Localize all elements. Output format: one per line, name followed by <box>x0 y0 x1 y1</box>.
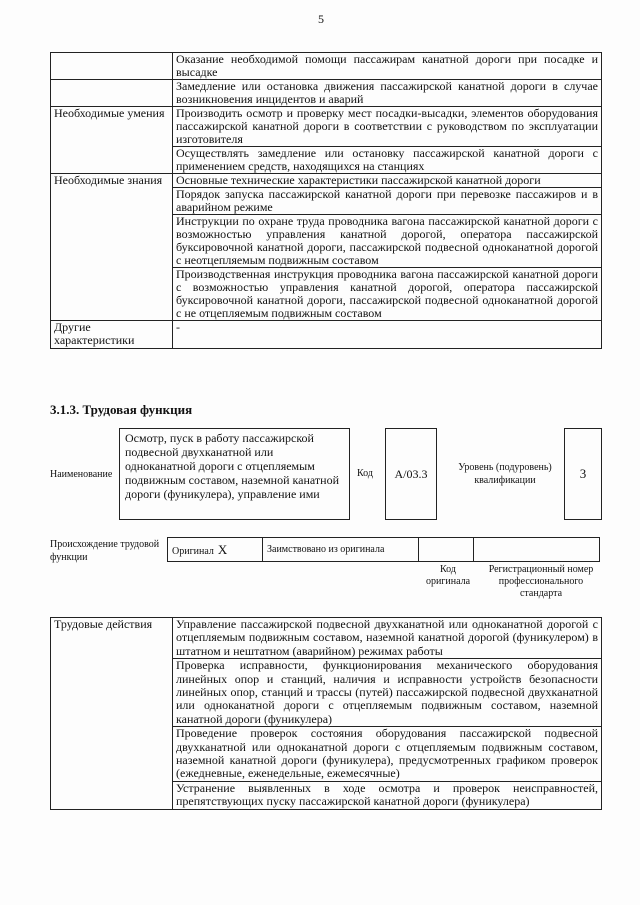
skills-label: Необходимые умения <box>51 107 173 174</box>
original-mark: X <box>217 541 228 557</box>
table-cell: Устранение выявленных в ходе осмотра и проверок неисправностей, препятствующих пуску пассажирской канатной дороги (фуникулера) <box>173 781 602 809</box>
code-original-caption: Код оригинала <box>425 564 471 587</box>
table-row <box>51 321 602 349</box>
origin-table <box>167 537 600 562</box>
table-cell: Проверка исправности, функционирования механического оборудования линейных опор и станций, наличия и исправности устройств безопасности линейных опор, станций и трассы (путей) пассажирской подвесной двухканатной или одноканатной дороги с отцепляемым подвижным составом, наземной канатной дороги (фуникулера) <box>173 659 602 727</box>
table-cell: Осуществлять замедление или остановку пассажирской канатной дороги с применением средств, находящихся на станциях <box>173 147 602 174</box>
table-cell: Проведение проверок состояния оборудования пассажирской подвесной двухканатной или одноканатной дороги с отцепляемым подвижным составом, наземной канатной дороги (фуникулера), предусмотренных графиком проверок (ежедневные, еженедельные, ежемесячные) <box>173 727 602 782</box>
empty-label-cell <box>51 53 173 80</box>
origin-label: Происхождение трудовой функции <box>50 539 160 563</box>
table-cell: Замедление или остановка движения пассажирской канатной дороги в случае возникновения инцидентов и аварий <box>173 80 602 107</box>
code-cell <box>419 538 474 562</box>
reg-number-caption: Регистрационный номер профессионального стандарта <box>488 564 594 599</box>
function-name: Осмотр, пуск в работу пассажирской подвесной двухканатной или одноканатной дороги с отцепляемым подвижным составом, наземной канатной дороги (фуникулера), управление ими <box>119 428 350 520</box>
table-cell: Инструкции по охране труда проводника вагона пассажирской канатной дороги с возможностью управления канатной дорогой, оператора пассажирской буксировочной канатной дороги, пассажирской подвесной одноканатной дорогой с неотцепляемым подвижным составом <box>173 215 602 268</box>
actions-label: Трудовые действия <box>51 618 173 810</box>
table-cell: Управление пассажирской подвесной двухканатной или одноканатной дорогой с отцепляемым подвижным составом, наземной канатной дорогой (фуникулером) в штатном и нештатном (аварийном) режимах работы <box>173 618 602 659</box>
table-cell: Основные технические характеристики пассажирской канатной дороги <box>173 174 602 188</box>
requirements-table <box>50 52 602 349</box>
name-label: Наименование <box>50 469 113 480</box>
function-code: A/03.3 <box>385 428 437 520</box>
table-cell: Производить осмотр и проверку мест посадки-высадки, элементов оборудования пассажирской канатной дороги в соответствии с руководством по эксплуатации изготовителя <box>173 107 602 147</box>
table-row <box>168 538 600 562</box>
qualification-level: 3 <box>564 428 602 520</box>
table-cell: Производственная инструкция проводника вагона пассажирской канатной дороги с возможностью управления канатной дорогой, оператора пассажирской буксировочной канатной дороги, пассажирской подвесной одноканатной дорогой с не отцепляемым подвижным составом <box>173 268 602 321</box>
borrowed-cell: Заимствовано из оригинала <box>263 538 419 562</box>
reg-number-cell <box>474 538 600 562</box>
level-label: Уровень (подуровень) квалификации <box>458 462 552 486</box>
code-label: Код <box>357 468 373 479</box>
table-cell: Порядок запуска пассажирской канатной дороги при перевозке пассажиров и в аварийном режиме <box>173 188 602 215</box>
empty-label-cell <box>51 80 173 107</box>
table-row <box>51 618 602 659</box>
table-row <box>51 80 602 107</box>
table-row <box>51 107 602 147</box>
other-label: Другие характеристики <box>51 321 173 349</box>
table-cell: - <box>173 321 602 349</box>
section-title: 3.1.3. Трудовая функция <box>50 402 193 417</box>
actions-table <box>50 617 602 810</box>
original-label: Оригинал <box>172 545 214 557</box>
table-row <box>51 53 602 80</box>
knowledge-label: Необходимые знания <box>51 174 173 321</box>
table-cell: Оказание необходимой помощи пассажирам канатной дороги при посадке и высадке <box>173 53 602 80</box>
table-row <box>51 174 602 188</box>
page-number: 5 <box>318 12 324 26</box>
original-cell <box>168 538 263 562</box>
